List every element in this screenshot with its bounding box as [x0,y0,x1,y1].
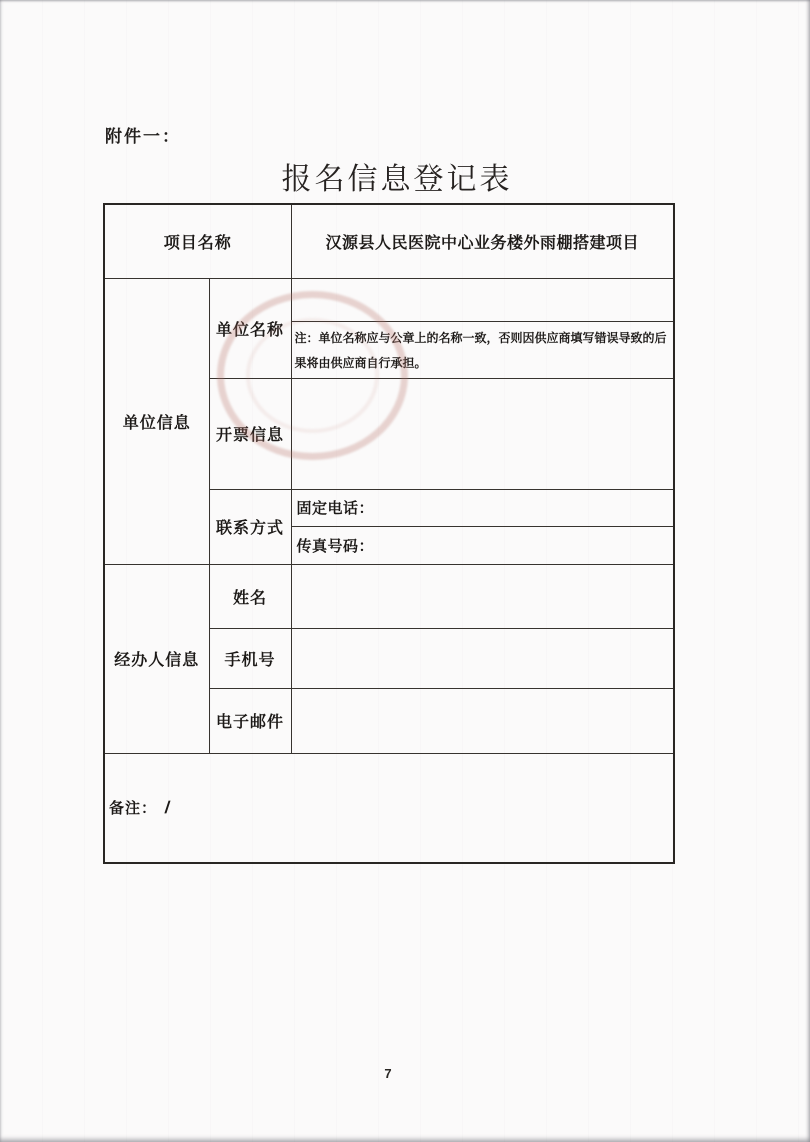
unit-name-label: 单位名称 [209,278,291,378]
agent-email-label: 电子邮件 [209,688,291,753]
agent-name-row [104,564,674,628]
remarks-label: 备注： [109,800,158,818]
agent-name-label: 姓名 [209,564,291,628]
invoice-info-value-cell [291,378,674,489]
agent-info-section-label: 经办人信息 [104,564,209,753]
unit-info-section-label: 单位信息 [104,278,209,564]
project-name-row [104,204,674,278]
remarks-row [104,753,674,863]
unit-name-row [104,278,674,321]
attachment-label: 附件一： [105,127,181,146]
registration-table [103,203,675,864]
agent-email-value-cell [291,688,674,753]
landline-field-label: 固定电话： [291,489,674,526]
agent-name-value-cell [291,564,674,628]
invoice-info-label: 开票信息 [209,378,291,489]
agent-mobile-label: 手机号 [209,628,291,688]
remarks-value: / [163,798,173,818]
unit-name-note: 注：单位名称应与公章上的名称一致，否则因供应商填写错误导致的后果将由供应商自行承担。 [291,321,674,378]
fax-field-label: 传真号码： [291,526,674,564]
form-title: 报名信息登记表 [281,163,513,196]
project-name-value: 汉源县人民医院中心业务楼外雨棚搭建项目 [291,204,674,278]
page-number: 7 [384,1066,392,1081]
agent-mobile-value-cell [291,628,674,688]
contact-method-label: 联系方式 [209,489,291,564]
project-name-label: 项目名称 [104,204,291,278]
unit-name-value-cell [291,278,674,321]
remarks-cell [104,753,674,863]
